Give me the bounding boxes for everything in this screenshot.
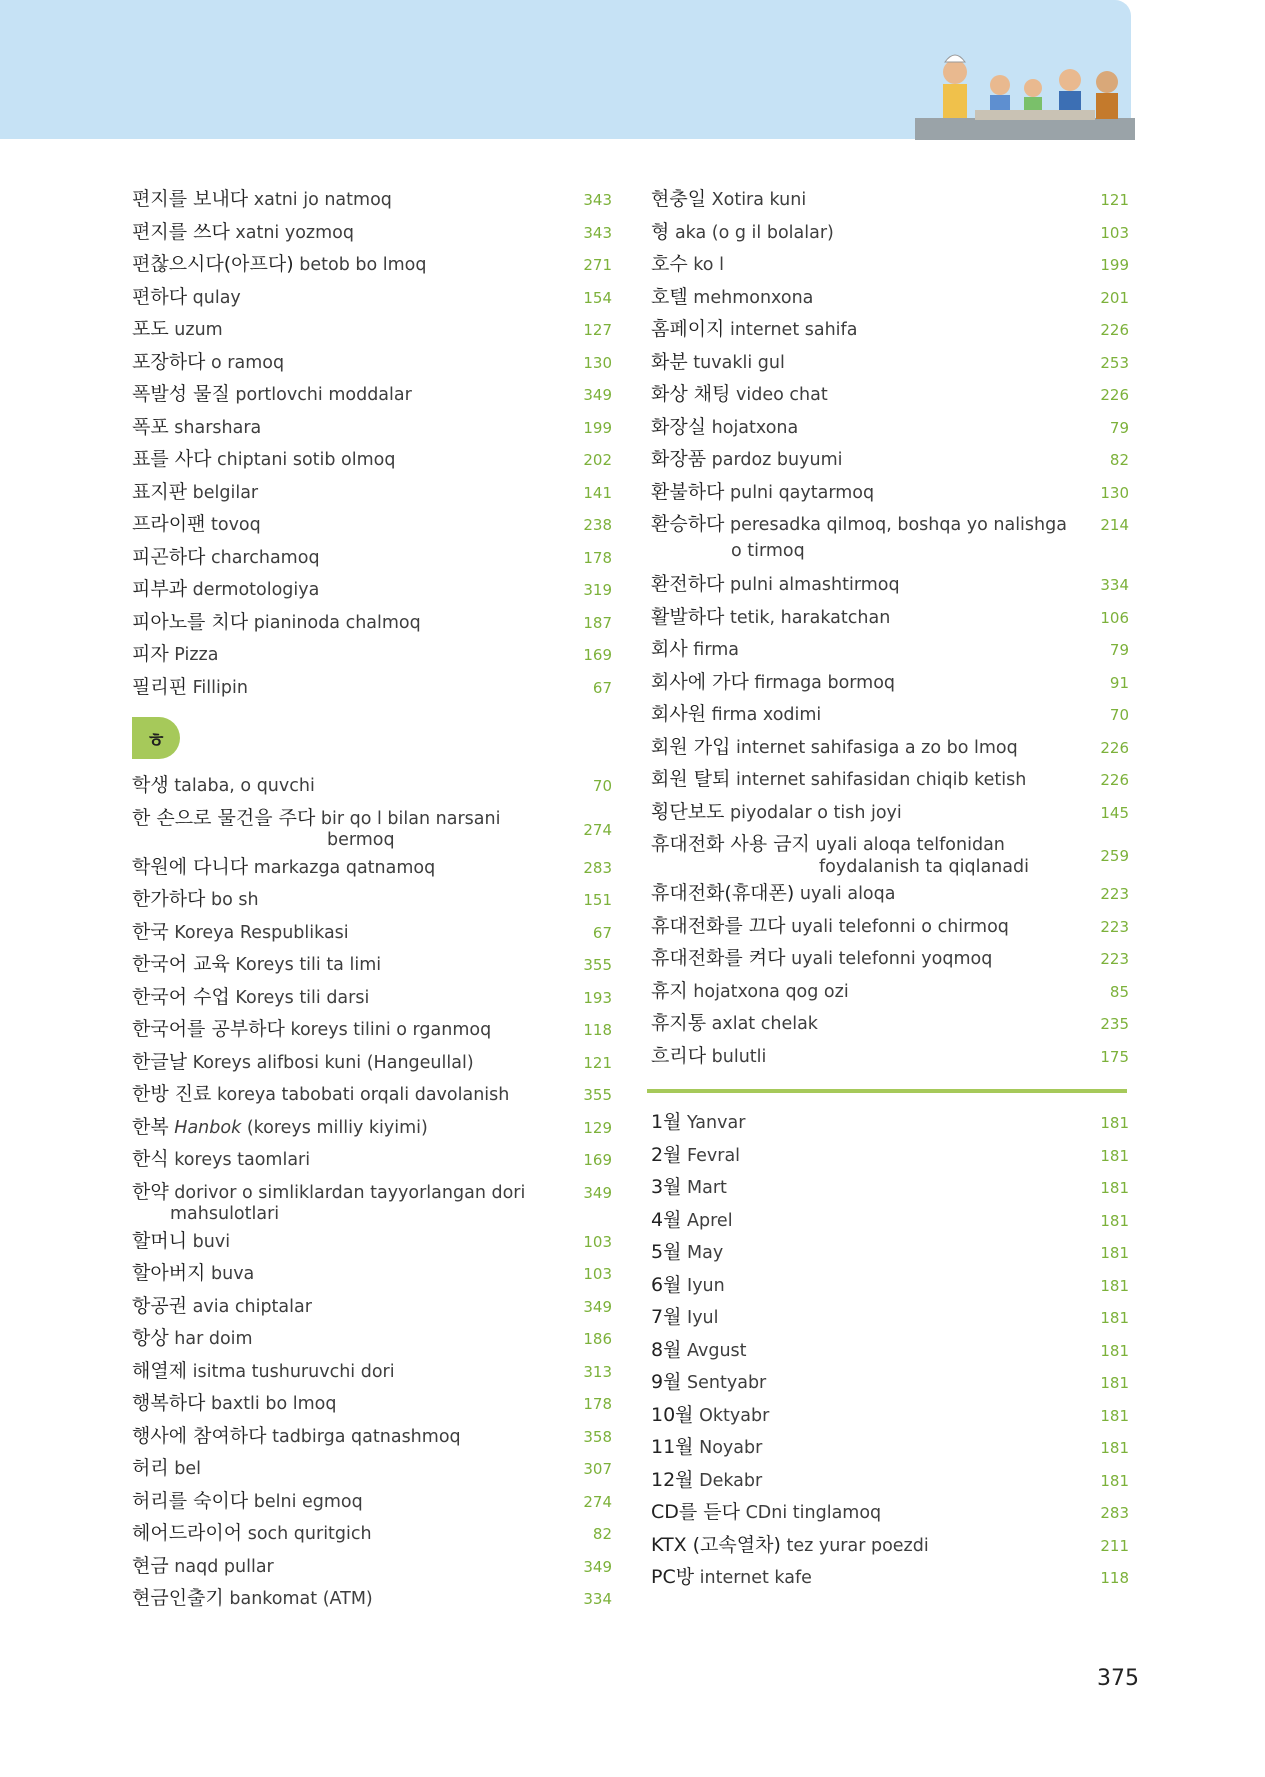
index-entry: 행사에 참여하다 tadbirga qatnashmoq 358 (132, 1424, 612, 1447)
index-entry: 포장하다 o ramoq 130 (132, 350, 612, 373)
index-entry: 활발하다 tetik, harakatchan 106 (651, 605, 1129, 628)
index-entry: 흐리다 bulutli 175 (651, 1044, 1129, 1067)
right-column (651, 188, 1129, 1599)
index-entry: 호수 ko l 199 (651, 253, 1129, 275)
index-entry: 휴대전화 사용 금지 uyali aloqa telfonidan foydalanish ta qiqlanadi 259 (651, 833, 1129, 877)
section-divider (647, 1089, 1127, 1093)
index-entry: 편지를 쓰다 xatni yozmoq 343 (132, 220, 612, 243)
index-entry: KTX (고속열차) tez yurar poezdi 211 (651, 1533, 1129, 1556)
index-entry: 한복 Hanbok (koreys milliy kiyimi) 129 (132, 1115, 612, 1138)
index-entry: 허리를 숙이다 belni egmoq 274 (132, 1489, 612, 1512)
index-entry: 회사원 firma xodimi 70 (651, 703, 1129, 725)
index-entry: 1월 Yanvar 181 (651, 1111, 1129, 1133)
index-entry: 8월 Avgust 181 (651, 1338, 1129, 1361)
index-entry: 3월 Mart 181 (651, 1176, 1129, 1198)
index-entry: 한식 koreys taomlari 169 (132, 1148, 612, 1170)
index-entry: 4월 Aprel 181 (651, 1208, 1129, 1231)
index-entry: 9월 Sentyabr 181 (651, 1371, 1129, 1393)
index-entry: 회사 firma 79 (651, 638, 1129, 660)
index-entry: 행복하다 baxtli bo lmoq 178 (132, 1392, 612, 1414)
index-entry: 홈페이지 internet sahifa 226 (651, 318, 1129, 340)
index-entry: 할머니 buvi 103 (132, 1229, 612, 1252)
index-entry: 피아노를 치다 pianinoda chalmoq 187 (132, 610, 612, 633)
index-entry: 호텔 mehmonxona 201 (651, 285, 1129, 308)
index-entry: 학원에 다니다 markazga qatnamoq 283 (132, 855, 612, 878)
index-entry: 환승하다 peresadka qilmoq, boshqa yo nalishga o tirmoq 214 (651, 513, 1129, 561)
index-entry: 한국어 수업 Koreys tili darsi 193 (132, 985, 612, 1008)
index-entry: 현충일 Xotira kuni 121 (651, 188, 1129, 210)
left-column (132, 188, 612, 1620)
index-entry: 환전하다 pulni almashtirmoq 334 (651, 573, 1129, 595)
index-entry: 화장실 hojatxona 79 (651, 415, 1129, 438)
index-entry: 한가하다 bo sh 151 (132, 888, 612, 910)
index-entry: 편지를 보내다 xatni jo natmoq 343 (132, 188, 612, 210)
index-entry: 해열제 isitma tushuruvchi dori 313 (132, 1359, 612, 1382)
index-entry: 한글날 Koreys alifbosi kuni (Hangeullal) 121 (132, 1050, 612, 1073)
index-entry: 한약 dorivor o simliklardan tayyorlangan dori mahsulotlari 349 (132, 1180, 612, 1225)
index-entry: 폭발성 물질 portlovchi moddalar 349 (132, 383, 612, 405)
index-entry: 표지판 belgilar 141 (132, 480, 612, 503)
index-entry: 휴지통 axlat chelak 235 (651, 1012, 1129, 1034)
index-entry: 한국 Koreya Respublikasi 67 (132, 920, 612, 943)
index-entry: 편찮으시다(아프다) betob bo lmoq 271 (132, 253, 612, 275)
index-entry: 휴지 hojatxona qog ozi 85 (651, 979, 1129, 1002)
index-entry: 한국어 교육 Koreys tili ta limi 355 (132, 953, 612, 975)
index-entry: 한 손으로 물건을 주다 bir qo l bilan narsani bermoq 274 (132, 806, 612, 851)
people-illustration (915, 40, 1135, 140)
index-entry: 헤어드라이어 soch quritgich 82 (132, 1522, 612, 1544)
index-entry: 피부과 dermotologiya 319 (132, 578, 612, 600)
index-entry: 휴대전화를 켜다 uyali telefonni yoqmoq 223 (651, 947, 1129, 969)
index-entry: 편하다 qulay 154 (132, 285, 612, 308)
index-entry: 11월 Noyabr 181 (651, 1436, 1129, 1458)
index-entry: 화상 채팅 video chat 226 (651, 383, 1129, 405)
index-entry: 환불하다 pulni qaytarmoq 130 (651, 480, 1129, 503)
index-entry: 현금인출기 bankomat (ATM) 334 (132, 1587, 612, 1609)
index-entry: 화분 tuvakli gul 253 (651, 350, 1129, 373)
index-entry: 현금 naqd pullar 349 (132, 1554, 612, 1577)
index-entry: 화장품 pardoz buyumi 82 (651, 448, 1129, 470)
index-entry: 회원 가입 internet sahifasiga a zo bo lmoq 226 (651, 735, 1129, 758)
index-entry: 회사에 가다 firmaga bormoq 91 (651, 670, 1129, 693)
index-entry: 한방 진료 koreya tabobati orqali davolanish 355 (132, 1083, 612, 1105)
index-entry: 휴대전화를 끄다 uyali telefonni o chirmoq 223 (651, 914, 1129, 937)
index-entry: 2월 Fevral 181 (651, 1143, 1129, 1166)
index-entry: 표를 사다 chiptani sotib olmoq 202 (132, 448, 612, 470)
index-entry: 프라이팬 tovoq 238 (132, 513, 612, 535)
page-number: 375 (1097, 1666, 1139, 1691)
index-entry: 횡단보도 piyodalar o tish joyi 145 (651, 800, 1129, 823)
index-entry: 형 aka (o g il bolalar) 103 (651, 220, 1129, 243)
index-entry: 할아버지 buva 103 (132, 1262, 612, 1284)
index-entry: PC방 internet kafe 118 (651, 1566, 1129, 1588)
index-entry: 휴대전화(휴대폰) uyali aloqa 223 (651, 882, 1129, 904)
index-entry: 피자 Pizza 169 (132, 643, 612, 665)
index-entry: 피곤하다 charchamoq 178 (132, 545, 612, 568)
index-entry: CD를 듣다 CDni tinglamoq 283 (651, 1501, 1129, 1523)
index-entry: 회원 탈퇴 internet sahifasidan chiqib ketish 226 (651, 768, 1129, 790)
index-entry: 한국어를 공부하다 koreys tilini o rganmoq 118 (132, 1018, 612, 1040)
index-entry: 필리핀 Fillipin 67 (132, 675, 612, 698)
index-entry: 항공권 avia chiptalar 349 (132, 1294, 612, 1317)
section-badge-h: ㅎ (132, 717, 180, 759)
index-entry: 항상 har doim 186 (132, 1327, 612, 1349)
index-entry: 6월 Iyun 181 (651, 1273, 1129, 1296)
index-entry: 10월 Oktyabr 181 (651, 1403, 1129, 1426)
index-entry: 7월 Iyul 181 (651, 1306, 1129, 1328)
index-entry: 12월 Dekabr 181 (651, 1468, 1129, 1491)
index-entry: 포도 uzum 127 (132, 318, 612, 340)
index-entry: 학생 talaba, o quvchi 70 (132, 774, 612, 796)
index-entry: 폭포 sharshara 199 (132, 415, 612, 438)
index-entry: 허리 bel 307 (132, 1457, 612, 1479)
index-entry: 5월 May 181 (651, 1241, 1129, 1263)
